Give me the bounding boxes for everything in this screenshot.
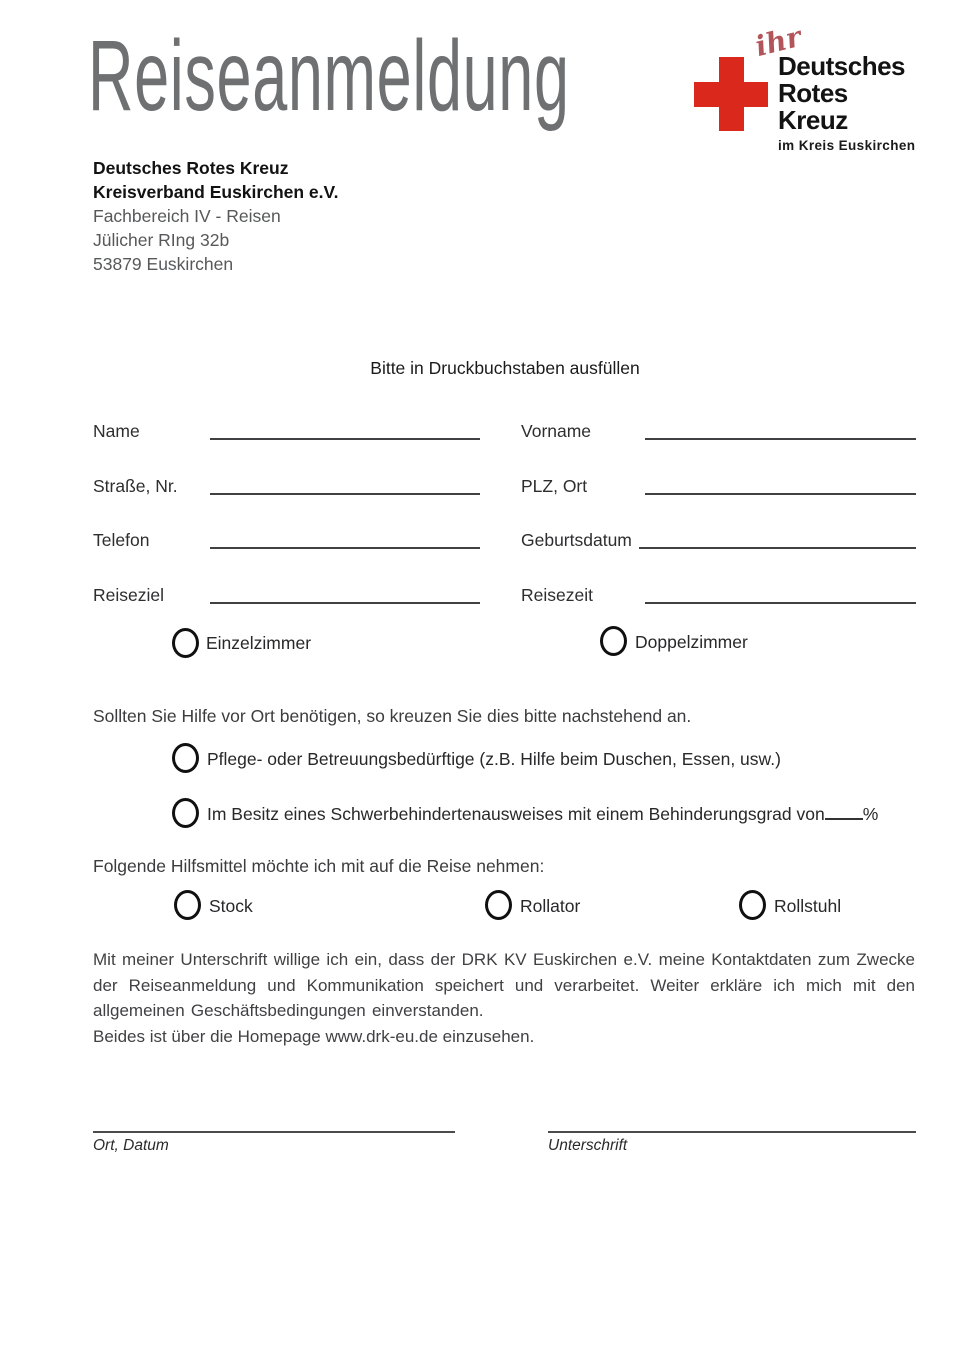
fill-instruction: Bitte in Druckbuchstaben ausfüllen (370, 358, 640, 378)
aids-intro: Folgende Hilfsmittel möchte ich mit auf die Reise nehmen: (93, 856, 545, 876)
field-line-telefon[interactable] (210, 547, 480, 549)
logo-line-3: Kreuz (778, 105, 848, 135)
pflege-option-label: Pflege- oder Betreuungsbedürftige (z.B. Hilfe beim Duschen, Essen, usw.) (207, 749, 781, 769)
field-label-strasse: Straße, Nr. (93, 476, 178, 496)
consent-block (93, 947, 915, 1049)
help-intro: Sollten Sie Hilfe vor Ort benötigen, so kreuzen Sie dies bitte nachstehend an. (93, 706, 692, 726)
logo-wordmark (778, 53, 915, 153)
rollstuhl-checkbox[interactable] (739, 890, 766, 920)
field-line-geburtsdatum[interactable] (639, 547, 916, 549)
page-title: Reiseanmeldung (88, 20, 570, 132)
field-label-reiseziel: Reiseziel (93, 585, 164, 605)
stock-label: Stock (209, 896, 253, 916)
field-line-plz-ort[interactable] (645, 493, 916, 495)
einzelzimmer-radio[interactable] (172, 628, 199, 658)
sender-address-block (93, 156, 338, 276)
field-label-reisezeit: Reisezeit (521, 585, 593, 605)
field-line-name[interactable] (210, 438, 480, 440)
address-street: Jülicher RIng 32b (93, 230, 230, 250)
rollstuhl-label: Rollstuhl (774, 896, 842, 916)
unterschrift-label: Unterschrift (548, 1137, 628, 1154)
field-line-vorname[interactable] (645, 438, 916, 440)
field-label-geburtsdatum: Geburtsdatum (521, 530, 632, 550)
behinderungsgrad-blank-line[interactable] (825, 806, 863, 820)
field-line-reisezeit[interactable] (645, 602, 916, 604)
stock-checkbox[interactable] (174, 890, 201, 920)
field-label-plz-ort: PLZ, Ort (521, 476, 588, 496)
consent-homepage-line: Beides ist über die Homepage www.drk-eu.de einzusehen. (93, 1026, 535, 1046)
percent-sign: % (862, 804, 879, 824)
einzelzimmer-label: Einzelzimmer (206, 633, 312, 653)
red-cross-icon (694, 57, 768, 131)
logo-line-1: Deutsches (778, 51, 905, 81)
schwerbehinderten-option-label (207, 804, 878, 825)
rollator-checkbox[interactable] (485, 890, 512, 920)
schwerbehinderten-text: Im Besitz eines Schwerbehindertenausweises mit einem Behinderungsgrad von (207, 804, 825, 824)
ort-datum-line[interactable] (93, 1131, 455, 1133)
address-department: Fachbereich IV - Reisen (93, 206, 281, 226)
logo-line-2: Rotes (778, 78, 848, 108)
field-label-vorname: Vorname (521, 421, 592, 441)
rollator-label: Rollator (520, 896, 581, 916)
doppelzimmer-label: Doppelzimmer (635, 632, 748, 652)
field-label-name: Name (93, 421, 140, 441)
address-org-branch: Kreisverband Euskirchen e.V. (93, 182, 339, 202)
pflege-checkbox[interactable] (172, 743, 199, 773)
logo-subline: im Kreis Euskirchen (778, 138, 916, 153)
consent-paragraph: Mit meiner Unterschrift willige ich ein, dass der DRK KV Euskirchen e.V. meine Kontaktdaten zum Zwecke der Reiseanmeldung und Kommunikation speichert und verarbeitet. Weiter erkläre ich mich mit den allgemeinen Geschäftsbedingungen einverstanden. (93, 950, 915, 1020)
address-city: 53879 Euskirchen (93, 254, 234, 274)
logo-handwritten-ihr: ihr (752, 19, 805, 63)
schwerbehinderten-checkbox[interactable] (172, 798, 199, 828)
address-org-name: Deutsches Rotes Kreuz (93, 158, 289, 178)
field-label-telefon: Telefon (93, 530, 150, 550)
ort-datum-label: Ort, Datum (93, 1137, 169, 1154)
unterschrift-line[interactable] (548, 1131, 916, 1133)
field-line-strasse[interactable] (210, 493, 480, 495)
field-line-reiseziel[interactable] (210, 602, 480, 604)
doppelzimmer-radio[interactable] (600, 626, 627, 656)
